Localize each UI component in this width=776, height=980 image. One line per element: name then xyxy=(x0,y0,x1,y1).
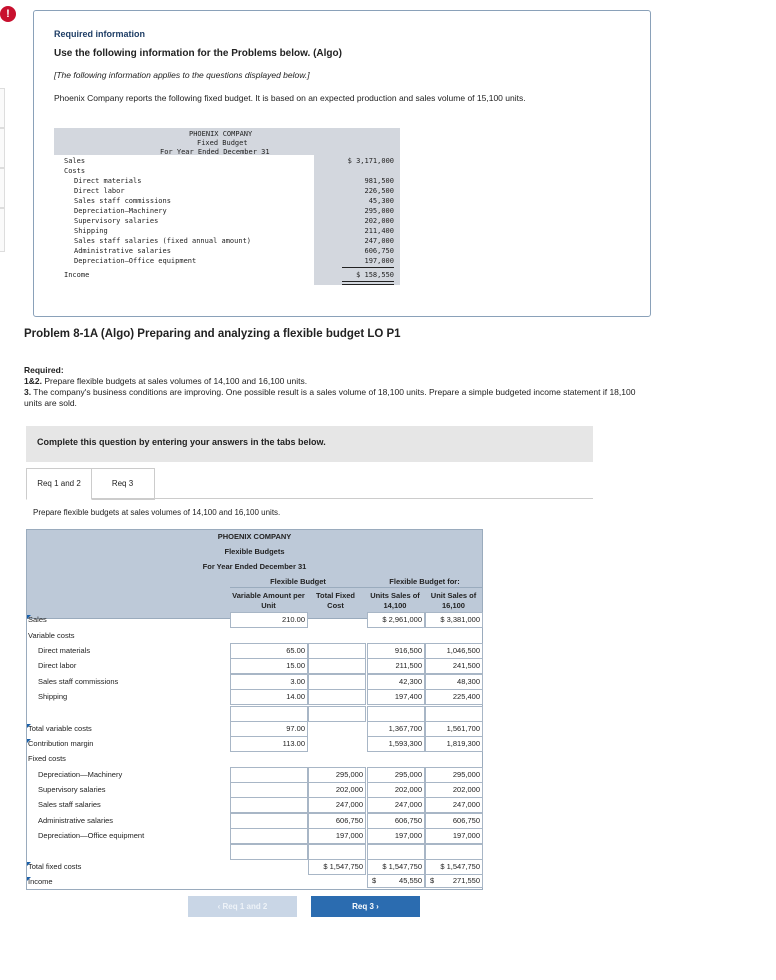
dep-office-var-input[interactable] xyxy=(230,828,308,844)
col-header-total-fixed: Total Fixed Cost xyxy=(315,591,356,610)
fixed-cost-value: 606,750 xyxy=(364,247,394,255)
admin-16100-input[interactable] xyxy=(425,813,483,829)
fixed-budget-title: Fixed Budget xyxy=(197,139,248,147)
cell-value: 1,819,300 xyxy=(446,739,480,748)
cell-value: 247,000 xyxy=(394,800,422,809)
cell-value: 202,000 xyxy=(452,785,480,794)
total-variable-14100-input[interactable] xyxy=(367,721,425,737)
row-label-sales-staff-commissions: Sales staff commissions xyxy=(38,677,119,686)
dep-machinery-var-input[interactable] xyxy=(230,767,308,783)
rule xyxy=(342,267,394,268)
cell-value: 1,593,300 xyxy=(388,739,422,748)
fixed-costs-label: Costs xyxy=(64,167,86,175)
sales-16100-input[interactable] xyxy=(425,612,483,628)
cell-value: 202,000 xyxy=(394,785,422,794)
row-label-income: Income xyxy=(28,877,53,886)
row-label-total-fixed: Total fixed costs xyxy=(28,862,82,871)
fixed-cost-label: Direct materials xyxy=(74,177,142,185)
contribution-16100-input[interactable] xyxy=(425,736,483,752)
blank-fixed-var-input[interactable] xyxy=(230,844,308,860)
fixed-cost-label: Direct labor xyxy=(74,187,125,195)
side-tab xyxy=(0,208,5,252)
staff-salaries-var-input[interactable] xyxy=(230,797,308,813)
fixed-cost-value: 211,400 xyxy=(364,227,394,235)
cell-value: 606,750 xyxy=(452,816,480,825)
blank-fixed-input[interactable] xyxy=(308,706,366,722)
fixed-cost-label: Shipping xyxy=(74,227,108,235)
fixed-cost-value: 197,000 xyxy=(364,257,394,265)
staff-salaries-14100-input[interactable] xyxy=(367,797,425,813)
row-label-sales: Sales xyxy=(28,615,47,624)
fixed-cost-label: Sales staff commissions xyxy=(74,197,171,205)
flexible-budget-header: Flexible Budget xyxy=(270,577,326,586)
cell-value: 197,000 xyxy=(452,831,480,840)
dep-office-16100-input[interactable] xyxy=(425,828,483,844)
instruction-text: Complete this question by entering your answers in the tabs below. xyxy=(37,437,326,447)
use-following-heading: Use the following information for the Problems below. (Algo) xyxy=(54,48,342,59)
staff-salaries-fixed-input[interactable] xyxy=(308,797,366,813)
cell-value: 225,400 xyxy=(452,692,480,701)
commissions-14100-input[interactable] xyxy=(367,674,425,690)
row-label-depreciation-machinery: Depreciation—Machinery xyxy=(38,770,123,779)
income-14100-input[interactable] xyxy=(367,874,425,888)
cell-value: 1,367,700 xyxy=(388,724,422,733)
next-req-button[interactable]: Req 3 › xyxy=(311,896,420,917)
col-header-units-14100: Units Sales of 14,100 xyxy=(370,591,420,610)
dep-machinery-14100-input[interactable] xyxy=(367,767,425,783)
side-tab xyxy=(0,88,5,128)
fixed-cost-value: 981,500 xyxy=(364,177,394,185)
direct-materials-14100-input[interactable] xyxy=(367,643,425,659)
problem-title: Problem 8-1A (Algo) Preparing and analyzing a flexible budget LO P1 xyxy=(24,328,401,340)
cell-value: 210.00 xyxy=(282,615,305,624)
supervisory-14100-input[interactable] xyxy=(367,782,425,798)
requirement-1-2 xyxy=(24,376,654,387)
cell-value: 606,750 xyxy=(335,816,363,825)
admin-fixed-input[interactable] xyxy=(308,813,366,829)
row-label-sales-staff-salaries: Sales staff salaries xyxy=(38,800,101,809)
cell-value: 295,000 xyxy=(452,770,480,779)
supervisory-16100-input[interactable] xyxy=(425,782,483,798)
intro-text: Phoenix Company reports the following fixed budget. It is based on an expected production and sales volume of 15,100 units. xyxy=(54,93,526,103)
fixed-cost-label: Depreciation—Machinery xyxy=(74,207,167,215)
supervisory-var-input[interactable] xyxy=(230,782,308,798)
req-1-2-prefix: 1&2. xyxy=(24,376,42,386)
required-info-panel xyxy=(33,10,651,317)
double-rule xyxy=(342,281,394,285)
dep-office-14100-input[interactable] xyxy=(367,828,425,844)
req-3-text: The company's business conditions are improving. One possible result is a sales volume of 18,100 units. Prepare a simple budgeted income statement if 18,100 units are sold. xyxy=(24,387,636,408)
side-tab xyxy=(0,168,5,208)
cell-value: $ 1,547,750 xyxy=(440,862,480,871)
cell-value: 247,000 xyxy=(335,800,363,809)
admin-var-input[interactable] xyxy=(230,813,308,829)
cell-value: 3.00 xyxy=(290,677,305,686)
required-info-heading: Required information xyxy=(54,29,146,39)
fixed-cost-label: Supervisory salaries xyxy=(74,217,159,225)
dropdown-marker xyxy=(27,862,31,866)
cell-value: $ 3,381,000 xyxy=(440,615,480,624)
col-header-variable-amount: Variable Amount per Unit xyxy=(232,591,305,610)
cell-value: 241,500 xyxy=(452,661,480,670)
cell-value: 197,400 xyxy=(394,692,422,701)
direct-labor-14100-input[interactable] xyxy=(367,658,425,674)
dep-office-fixed-input[interactable] xyxy=(308,828,366,844)
row-label-contribution-margin: Contribution margin xyxy=(28,739,94,748)
flexible-budget-for-header: Flexible Budget for: xyxy=(389,577,460,586)
cell-value: 202,000 xyxy=(335,785,363,794)
prev-req-button[interactable]: ‹ Req 1 and 2 xyxy=(188,896,297,917)
variable-costs-label: Variable costs xyxy=(28,631,75,640)
fixed-income-value: $ 158,550 xyxy=(356,271,394,279)
row-label-total-variable: Total variable costs xyxy=(28,724,92,733)
side-tab xyxy=(0,128,5,168)
req-3-prefix: 3. xyxy=(24,387,32,397)
rule xyxy=(230,587,483,588)
direct-labor-fixed-input[interactable] xyxy=(308,658,366,674)
fixed-cost-value: 226,500 xyxy=(364,187,394,195)
cell-value: 606,750 xyxy=(394,816,422,825)
row-label-direct-materials: Direct materials xyxy=(38,646,91,655)
direct-materials-16100-input[interactable] xyxy=(425,643,483,659)
blank-14100-input[interactable] xyxy=(367,706,425,722)
col-header-units-16100: Unit Sales of 16,100 xyxy=(430,591,477,610)
shipping-variable-input[interactable] xyxy=(230,689,308,705)
blank-fixed-16100-input[interactable] xyxy=(425,844,483,860)
fixed-cost-label: Administrative salaries xyxy=(74,247,171,255)
cell-value: $ 1,547,750 xyxy=(323,862,363,871)
dollar-sign: $ xyxy=(372,876,377,885)
tab-divider xyxy=(26,498,593,499)
cell-value: 97.00 xyxy=(286,724,305,733)
contribution-14100-input[interactable] xyxy=(367,736,425,752)
flexible-budget-table xyxy=(26,529,483,889)
fixed-cost-label: Depreciation—Office equipment xyxy=(74,257,197,265)
cell-value: 197,000 xyxy=(394,831,422,840)
tab-req-1-and-2[interactable]: Req 1 and 2 xyxy=(26,468,92,500)
dropdown-marker xyxy=(27,877,31,881)
direct-materials-variable-input[interactable] xyxy=(230,643,308,659)
fixed-cost-value: 202,000 xyxy=(364,217,394,225)
staff-salaries-16100-input[interactable] xyxy=(425,797,483,813)
required-label: Required: xyxy=(24,365,64,375)
fixed-budget-company: PHOENIX COMPANY xyxy=(189,130,253,138)
fixed-cost-value: 295,000 xyxy=(364,207,394,215)
cell-value: $ 1,547,750 xyxy=(382,862,422,871)
req-1-2-text: Prepare flexible budgets at sales volumes of 14,100 and 16,100 units. xyxy=(41,376,308,386)
direct-labor-16100-input[interactable] xyxy=(425,658,483,674)
cell-value: 271,550 xyxy=(452,876,480,885)
total-variable-16100-input[interactable] xyxy=(425,721,483,737)
cell-value: 197,000 xyxy=(335,831,363,840)
flex-period: For Year Ended December 31 xyxy=(202,562,307,571)
row-label-supervisory-salaries: Supervisory salaries xyxy=(38,785,106,794)
commissions-fixed-input[interactable] xyxy=(308,674,366,690)
row-label-administrative-salaries: Administrative salaries xyxy=(38,816,114,825)
total-variable-var-input[interactable] xyxy=(230,721,308,737)
fixed-sales-label: Sales xyxy=(64,157,86,165)
direct-labor-variable-input[interactable] xyxy=(230,658,308,674)
required-section xyxy=(24,365,654,409)
cell-value: 295,000 xyxy=(394,770,422,779)
row-label-shipping: Shipping xyxy=(38,692,68,701)
cell-value: 916,500 xyxy=(394,646,422,655)
fixed-budget-period: For Year Ended December 31 xyxy=(160,148,270,156)
blank-variable-input[interactable] xyxy=(230,706,308,722)
instruction-banner xyxy=(26,426,593,462)
requirement-3 xyxy=(24,387,654,409)
fixed-income-label: Income xyxy=(64,271,90,279)
blank-fixed-fixed-input[interactable] xyxy=(308,844,366,860)
row-label-depreciation-office: Depreciation—Office equipment xyxy=(38,831,145,840)
cell-value: 113.00 xyxy=(282,739,305,748)
direct-materials-fixed-input[interactable] xyxy=(308,643,366,659)
supervisory-fixed-input[interactable] xyxy=(308,782,366,798)
commissions-variable-input[interactable] xyxy=(230,674,308,690)
row-label-direct-labor: Direct labor xyxy=(38,661,77,670)
flex-company: PHOENIX COMPANY xyxy=(217,532,292,541)
cell-value: $ 2,961,000 xyxy=(382,615,422,624)
fixed-budget-table xyxy=(54,128,400,287)
admin-14100-input[interactable] xyxy=(367,813,425,829)
income-16100-input[interactable] xyxy=(425,874,483,888)
total-fixed-16100-input[interactable] xyxy=(425,859,483,875)
fixed-cost-label: Sales staff salaries (fixed annual amount) xyxy=(74,237,252,245)
cell-value: 295,000 xyxy=(335,770,363,779)
sales-14100-input[interactable] xyxy=(367,612,425,628)
cell-value: 14.00 xyxy=(286,692,305,701)
fixed-costs-label: Fixed costs xyxy=(28,754,66,763)
blank-fixed-14100-input[interactable] xyxy=(367,844,425,860)
prepare-instruction: Prepare flexible budgets at sales volumes of 14,100 and 16,100 units. xyxy=(33,508,281,517)
cell-value: 1,561,700 xyxy=(446,724,480,733)
cell-value: 211,500 xyxy=(395,661,422,670)
sales-variable-input[interactable] xyxy=(230,612,308,628)
dollar-sign: $ xyxy=(430,876,435,885)
cell-value: 247,000 xyxy=(452,800,480,809)
flex-title: Flexible Budgets xyxy=(224,547,285,556)
contribution-var-input[interactable] xyxy=(230,736,308,752)
dep-machinery-fixed-input[interactable] xyxy=(308,767,366,783)
cell-value: 42,300 xyxy=(399,677,422,686)
applies-note: [The following information applies to the questions displayed below.] xyxy=(54,70,310,80)
cell-value: 45,550 xyxy=(399,876,422,885)
cell-value: 15.00 xyxy=(286,661,305,670)
blank-16100-input[interactable] xyxy=(425,706,483,722)
commissions-16100-input[interactable] xyxy=(425,674,483,690)
dep-machinery-16100-input[interactable] xyxy=(425,767,483,783)
shipping-16100-input[interactable] xyxy=(425,689,483,705)
dropdown-marker xyxy=(27,724,31,728)
cell-value: 1,046,500 xyxy=(446,646,480,655)
tab-req-3[interactable]: Req 3 xyxy=(90,468,155,500)
cell-value: 48,300 xyxy=(457,677,480,686)
alert-icon: ! xyxy=(0,6,16,22)
fixed-cost-value: 247,000 xyxy=(364,237,394,245)
total-fixed-fixed-input[interactable] xyxy=(308,859,366,875)
cell-value: 65.00 xyxy=(286,646,305,655)
total-fixed-14100-input[interactable] xyxy=(367,859,425,875)
fixed-sales-value: $ 3,171,000 xyxy=(347,157,394,165)
dropdown-marker xyxy=(27,739,31,743)
dropdown-marker xyxy=(27,615,31,619)
fixed-cost-value: 45,300 xyxy=(368,197,394,205)
shipping-fixed-input[interactable] xyxy=(308,689,366,705)
shipping-14100-input[interactable] xyxy=(367,689,425,705)
